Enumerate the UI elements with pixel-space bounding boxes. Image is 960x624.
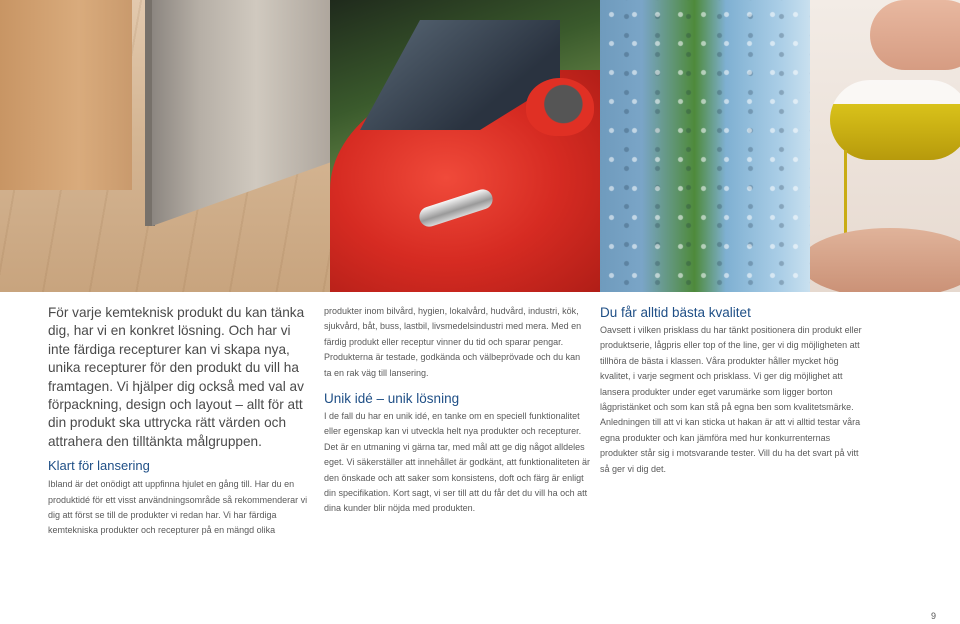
launch-paragraph: Ibland är det onödigt att uppfinna hjulet en gång till. Har du en produktidé för ett visst användningsområde så rekommenderar vi dig att först se till de produkter vi redan har. Vi har färdiga kemtekniska produkter och recepturer på en mängd olika xyxy=(48,479,308,536)
oil-pouring-photo xyxy=(810,0,960,292)
heading-launch: Klart för lansering xyxy=(48,458,150,474)
products-paragraph: produkter inom bilvård, hygien, lokalvård, hudvård, industri, kök, sjukvård, båt, buss, lastbil, livsmedelsindustri med mera. Med en färdig produkt eller receptur vinner du tid och sparar pengar. Produkterna är testade, godkända och välbeprövade och du kan ta en rak väg till lansering. xyxy=(324,306,582,378)
wet-glass-photo xyxy=(600,0,810,292)
text-column-1 xyxy=(48,304,313,539)
red-car-photo xyxy=(330,0,600,292)
page-number: 9 xyxy=(931,611,937,621)
text-column-2 xyxy=(324,304,590,517)
heading-quality: Du får alltid bästa kvalitet xyxy=(600,305,751,320)
floor-slab-photo xyxy=(0,0,330,292)
unique-paragraph: I de fall du har en unik idé, en tanke om en speciell funktionalitet eller egenskap kan vi utveckla helt nya produkter och recepturer. Det är en utmaning vi gärna tar, med mål att ge dig något alldeles eget. Vi säkerställer att innehållet är godkänt, att funktionaliteten är den önskade och att saker som konsistens, doft och färg är enligt din specifikation. Kort sagt, vi ser till att du får det du vill ha och att dina kunder blir nöjda med produkten. xyxy=(324,411,590,514)
photo-strip xyxy=(0,0,960,292)
quality-paragraph: Oavsett i vilken prisklass du har tänkt positionera din produkt eller produktserie, lågpris eller top of the line, ger vi dig möjligheten att tillhöra de bästa i klassen. Våra produkter håller mycket hög kvalitet, i varje segment och prisklass. Vi ger dig möjlighet att lansera produkter under eget varumärke som ligger borton lågpristänket och som kan stå på egna ben som kvalitetsmärke. Anledningen till att vi kan sticka ut hakan är att vi alltid testar våra egna produkter och kan jämföra med hur konkurrenternas produkter står sig i motsvarande tester. Vill du ha det svart på vitt så ger vi dig det. xyxy=(600,325,862,474)
text-column-3 xyxy=(600,304,866,477)
heading-unique-idea: Unik idé – unik lösning xyxy=(324,391,460,407)
intro-paragraph: För varje kemteknisk produkt du kan tänka dig, har vi en konkret lösning. Och har vi inte färdiga recepturer kan vi skapa nya, unika recepturer för den produkt du vill ha framtagen. Vi hjälper dig också med val av förpackning, design och layout – allt för att din produkt ska uttrycka rätt värden och attrahera den tilltänkta målgruppen. xyxy=(48,305,305,449)
